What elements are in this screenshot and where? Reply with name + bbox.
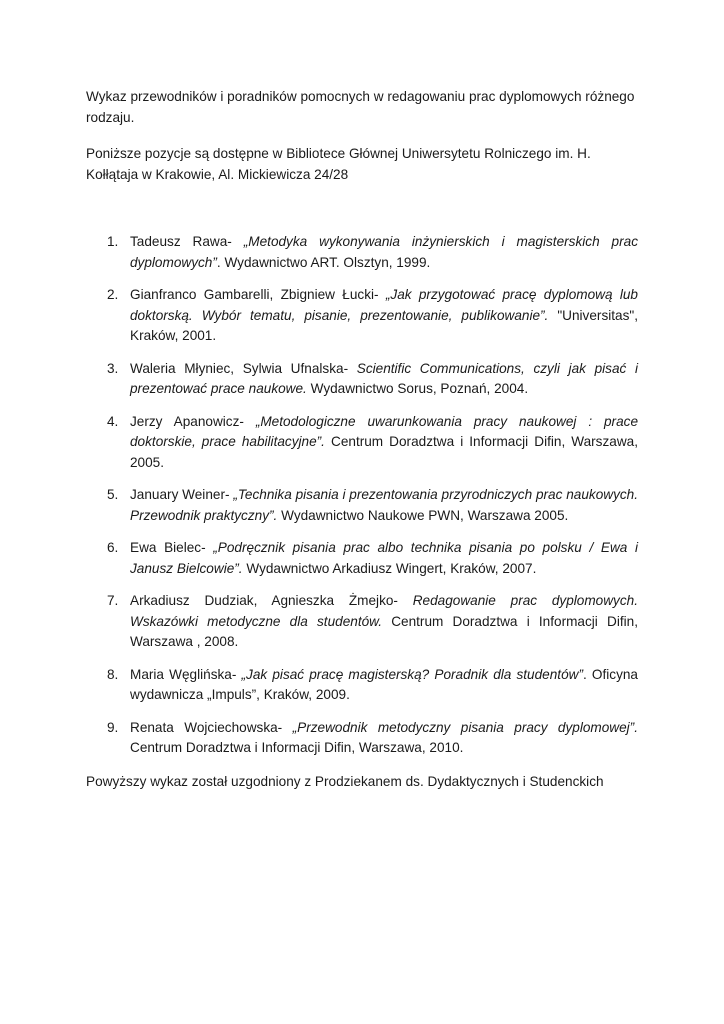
reference-item-4 [86,412,638,474]
reference-item-7 [86,591,638,653]
reference-number: 3. [107,360,119,376]
reference-number: 4. [107,413,119,429]
reference-details: Wydawnictwo Naukowe PWN, Warszawa 2005. [277,507,569,523]
reference-title: „Metodologiczne uwarunkowania pracy naukowej : prace doktorskie, prace habilitacyjne”. [130,413,639,449]
reference-title: „Podręcznik pisania prac albo technika pisania po polsku / Ewa i Janusz Bielcowie”. [130,540,638,576]
reference-authors: Tadeusz Rawa- [130,234,244,249]
reference-item-5 [86,485,638,526]
reference-title: „Metodyka wykonywania inżynierskich i magisterskich prac dyplomowych” [130,234,638,270]
reference-title: „Jak przygotować pracę dyplomową lub doktorską. Wybór tematu, pisanie, prezentowanie, publikowanie”. [130,287,638,323]
reference-item-3 [86,359,638,400]
reference-authors: Jerzy Apanowicz- [130,413,256,429]
reference-authors: January Weiner- [130,487,234,502]
reference-details: . Oficyna wydawnicza „Impuls”, Kraków, 2009. [130,666,638,702]
reference-item-2 [86,285,638,347]
intro-heading: Wykaz przewodników i poradników pomocnych w redagowaniu prac dyplomowych różnego rodzaju. [86,89,635,125]
reference-item-6 [86,538,638,579]
reference-number: 9. [107,719,119,735]
reference-number: 6. [107,540,119,555]
reference-authors: Waleria Młyniec, Sylwia Ufnalska- [130,360,357,376]
reference-list [86,232,638,759]
reference-authors: Gianfranco Gambarelli, Zbigniew Łucki- [130,287,386,302]
reference-title: Redagowanie prac dyplomowych. Wskazówki metodyczne dla studentów. [130,593,638,629]
reference-authors: Renata Wojciechowska- [130,719,293,735]
reference-authors: Maria Węglińska- [130,666,242,682]
reference-item-1 [86,232,638,273]
reference-details: Centrum Doradztwa i Informacji Difin, Warszawa , 2008. [130,613,638,649]
reference-title: „Przewodnik metodyczny pisania pracy dyplomowej”. [292,719,638,735]
reference-details: Centrum Doradztwa i Informacji Difin, Warszawa, 2010. [130,740,464,755]
library-note: Poniższe pozycje są dostępne w Bibliotece Głównej Uniwersytetu Rolniczego im. H. Kołłątaja w Krakowie, Al. Mickiewicza 24/28 [86,146,591,182]
reference-details: "Universitas", Kraków, 2001. [130,307,638,343]
reference-title: „Technika pisania i prezentowania przyrodniczych prac naukowych. Przewodnik praktyczny”. [130,487,639,523]
reference-number: 2. [107,287,119,302]
reference-title: Scientific Communications, czyli jak pisać i prezentować prace naukowe. [130,360,638,396]
reference-item-9 [86,718,638,759]
approval-note: Powyższy wykaz został uzgodniony z Prodziekanem ds. Dydaktycznych i Studenckich [86,773,604,789]
reference-details: Centrum Doradztwa i Informacji Difin, Warszawa, 2005. [130,434,638,470]
reference-details: . Wydawnictwo ART. Olsztyn, 1999. [216,254,431,270]
reference-number: 8. [107,666,119,682]
reference-number: 5. [107,487,119,502]
reference-number: 7. [107,593,119,608]
reference-number: 1. [107,234,119,249]
reference-title: „Jak pisać pracę magisterską? Poradnik dla studentów” [241,666,583,682]
reference-authors: Ewa Bielec- [130,540,214,555]
reference-details: Wydawnictwo Arkadiusz Wingert, Kraków, 2007. [242,560,537,576]
reference-item-8 [86,665,638,706]
reference-authors: Arkadiusz Dudziak, Agnieszka Żmejko- [130,593,413,608]
reference-details: Wydawnictwo Sorus, Poznań, 2004. [306,381,529,396]
